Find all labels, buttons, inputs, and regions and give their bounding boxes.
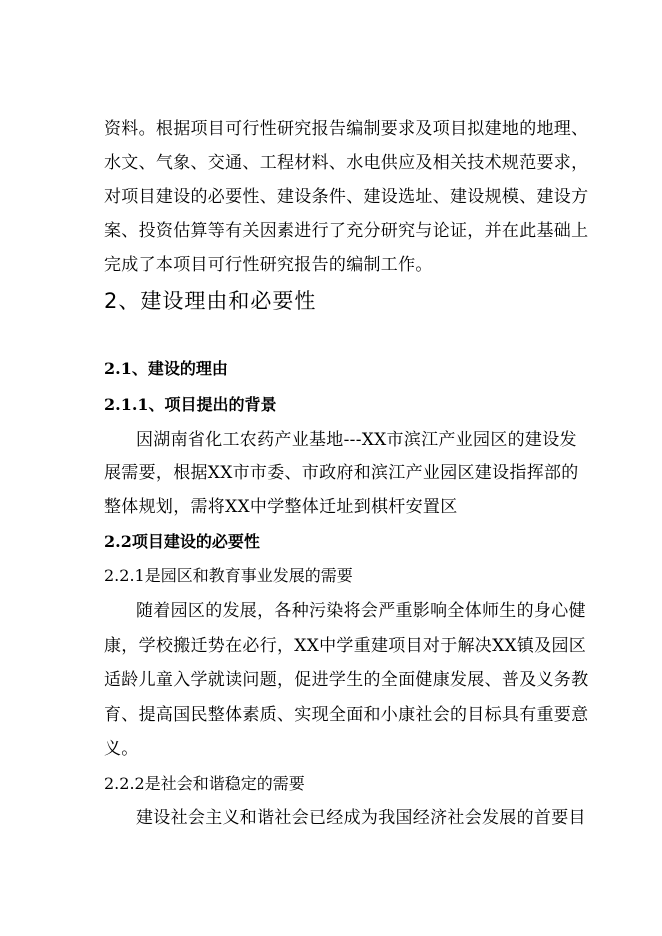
background-line-2: 展需要，根据XX市市委、市政府和滨江产业园区建设指挥部的 <box>104 463 579 483</box>
development-line-3: 适龄儿童入学就读问题，促进学生的全面健康发展、普及义务教 <box>104 670 589 690</box>
section-2-title: 2、建设理由和必要性 <box>104 289 317 313</box>
section-2-2-title: 2.2项目建设的必要性 <box>104 532 260 551</box>
intro-line-1: 资料。根据项目可行性研究报告编制要求及项目拟建地的地理、 <box>104 119 589 139</box>
section-2-1-1-title: 2.1.1、项目提出的背景 <box>104 395 277 414</box>
development-line-1: 随着园区的发展，各种污染将会严重影响全体师生的身心健 <box>136 601 586 621</box>
background-line-1: 因湖南省化工农药产业基地---XX市滨江产业园区的建设发 <box>136 430 577 450</box>
intro-line-3: 对项目建设的必要性、建设条件、建设选址、建设规模、建设方 <box>104 187 589 207</box>
development-line-5: 义。 <box>104 739 139 759</box>
background-line-3: 整体规划，需将XX中学整体迁址到棋杆安置区 <box>104 497 458 517</box>
harmony-line-1: 建设社会主义和谐社会已经成为我国经济社会发展的首要目 <box>136 808 586 828</box>
section-2-2-1-title: 2.2.1是园区和教育事业发展的需要 <box>104 566 353 585</box>
section-2-2-2-title: 2.2.2是社会和谐稳定的需要 <box>104 774 305 793</box>
intro-line-5: 完成了本项目可行性研究报告的编制工作。 <box>104 255 433 275</box>
intro-line-2: 水文、气象、交通、工程材料、水电供应及相关技术规范要求， <box>104 153 589 173</box>
development-line-2: 康，学校搬迁势在必行，XX中学重建项目对于解决XX镇及园区 <box>104 636 587 656</box>
development-line-4: 育、提高国民整体素质、实现全面和小康社会的目标具有重要意 <box>104 705 589 725</box>
section-2-1-title: 2.1、建设的理由 <box>104 359 228 378</box>
intro-line-4: 案、投资估算等有关因素进行了充分研究与论证，并在此基础上 <box>104 221 589 241</box>
